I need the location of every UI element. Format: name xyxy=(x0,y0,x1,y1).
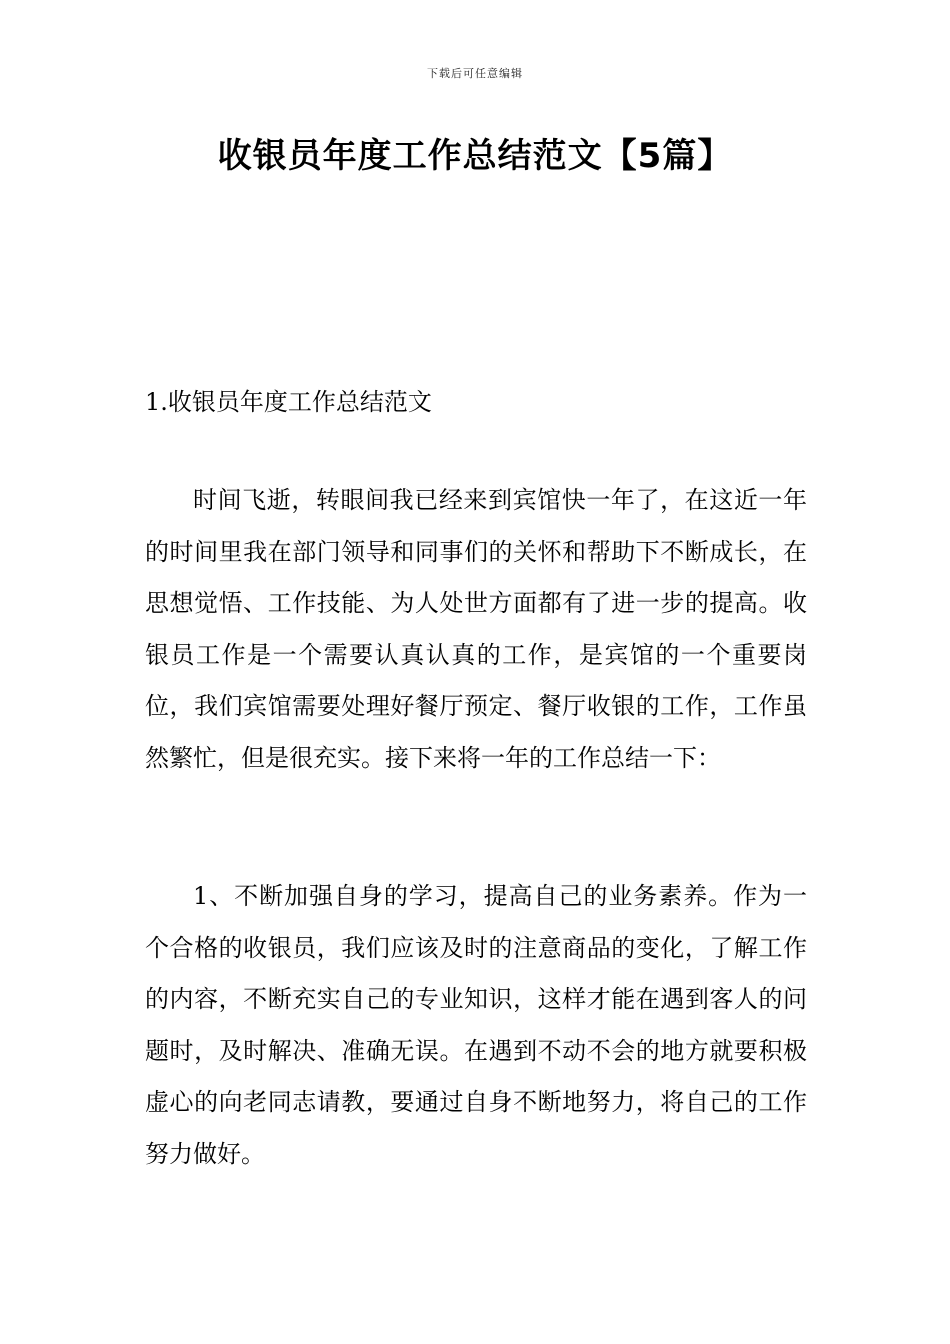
body-paragraph-point-1: 1、不断加强自身的学习，提高自己的业务素养。作为一个合格的收银员，我们应该及时的注意商品的变化，了解工作的内容，不断充实自己的专业知识，这样才能在遇到客人的问题时，及时解决、准确无误。在遇到不动不会的地方就要积极虚心的向老同志请教，要通过自身不断地努力，将自己的工作努力做好。 xyxy=(145,882,807,1168)
header-note: 下载后可任意编辑 xyxy=(427,67,523,80)
document-title: 收银员年度工作总结范文【5篇】 xyxy=(217,136,733,176)
section-heading: 1.收银员年度工作总结范文 xyxy=(145,388,432,416)
body-paragraph-intro: 时间飞逝，转眼间我已经来到宾馆快一年了，在这近一年的时间里我在部门领导和同事们的关怀和帮助下不断成长，在思想觉悟、工作技能、为人处世方面都有了进一步的提高。收银员工作是一个需要认真认真的工作，是宾馆的一个重要岗位，我们宾馆需要处理好餐厅预定、餐厅收银的工作，工作虽然繁忙，但是很充实。接下来将一年的工作总结一下： xyxy=(145,486,807,772)
